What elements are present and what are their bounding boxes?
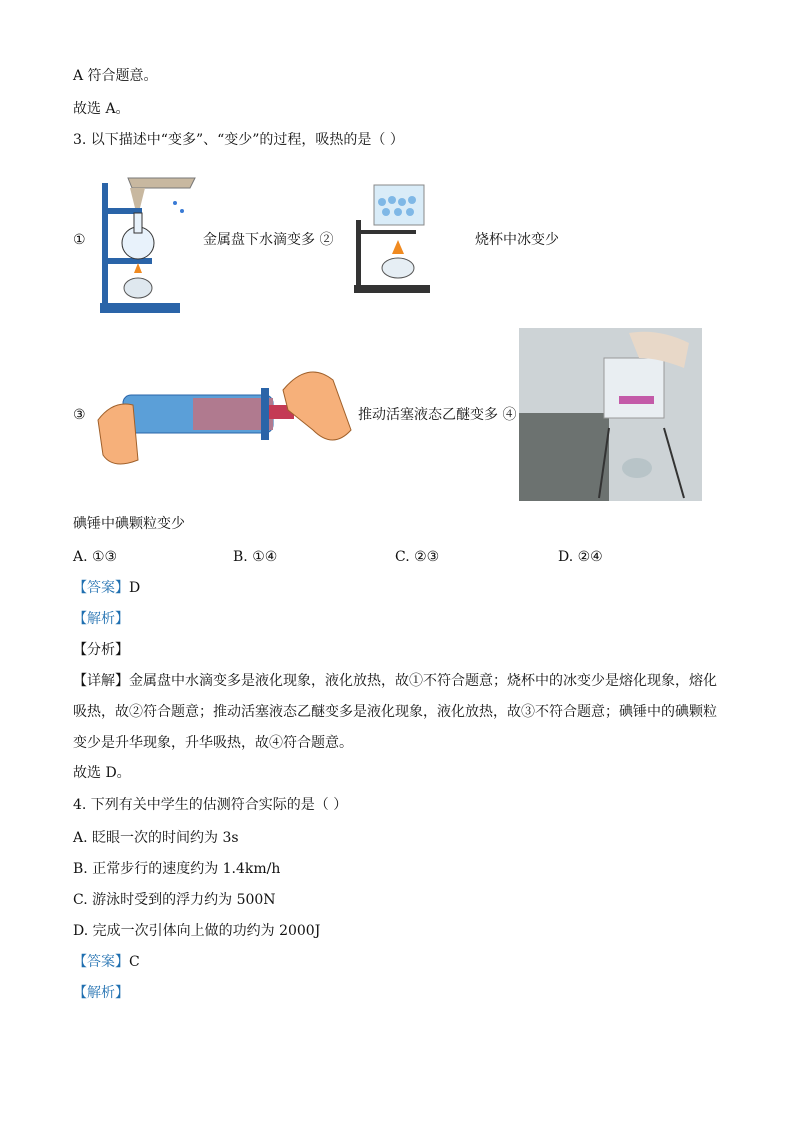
detail-text: 金属盘中水滴变多是液化现象，液化放热，故①不符合题意；烧杯中的冰变少是熔化现象，熔化吸热，故②符合题意；推动活塞液态乙醚变多是液化现象，液化放热，故③不符合题意；碘锤中的碘颗粒变少是升华现象，升华吸热，故④符合题意。 <box>73 673 717 751</box>
analysis-tag: 【解析】 <box>73 985 129 1001</box>
question-4: 4. 下列有关中学生的估测符合实际的是（ ） <box>73 797 348 813</box>
answer-tag: 【答案】 <box>73 580 129 596</box>
option-a: A. 眨眼一次的时间约为 3s <box>73 830 239 846</box>
option-c: C. 游泳时受到的浮力约为 500N <box>73 892 276 908</box>
analysis-tag: 【解析】 <box>73 611 129 627</box>
option-b: B. 正常步行的速度约为 1.4km/h <box>73 861 281 877</box>
answer-tag: 【答案】 <box>73 954 129 970</box>
option-a: A. ①③ <box>73 549 118 565</box>
figure-condensation-apparatus <box>90 163 200 318</box>
figure-mark: ③ <box>73 407 86 423</box>
choose-line: 故选 D。 <box>73 765 131 781</box>
answer-value: C <box>129 954 140 970</box>
figure-caption: 金属盘下水滴变多 ② <box>203 232 334 248</box>
answer-line <box>73 578 140 598</box>
answer-value: D <box>129 580 141 596</box>
figure-caption: 碘锤中碘颗粒变少 <box>73 516 185 532</box>
option-d: D. 完成一次引体向上做的功约为 2000J <box>73 923 321 939</box>
answer-line <box>73 952 140 972</box>
figure-syringe <box>93 360 355 475</box>
figure-mark: ① <box>73 232 86 248</box>
option-c: C. ②③ <box>395 549 440 565</box>
figure-caption: 烧杯中冰变少 <box>475 232 559 248</box>
detail-paragraph <box>73 666 723 759</box>
option-b: B. ①④ <box>233 549 278 565</box>
figure-iodine-photo <box>519 328 702 501</box>
detail-tag: 【详解】 <box>73 673 129 689</box>
figure-beaker-ice <box>350 180 435 295</box>
analysis-heading: 【分析】 <box>73 642 129 658</box>
text-line: A 符合题意。 <box>73 68 158 84</box>
figure-caption: 推动活塞液态乙醚变多 ④ <box>358 407 517 423</box>
text-line: 故选 A。 <box>73 101 130 117</box>
question-3: 3. 以下描述中“变多”、“变少”的过程，吸热的是（ ） <box>73 132 404 148</box>
option-d: D. ②④ <box>558 549 603 565</box>
